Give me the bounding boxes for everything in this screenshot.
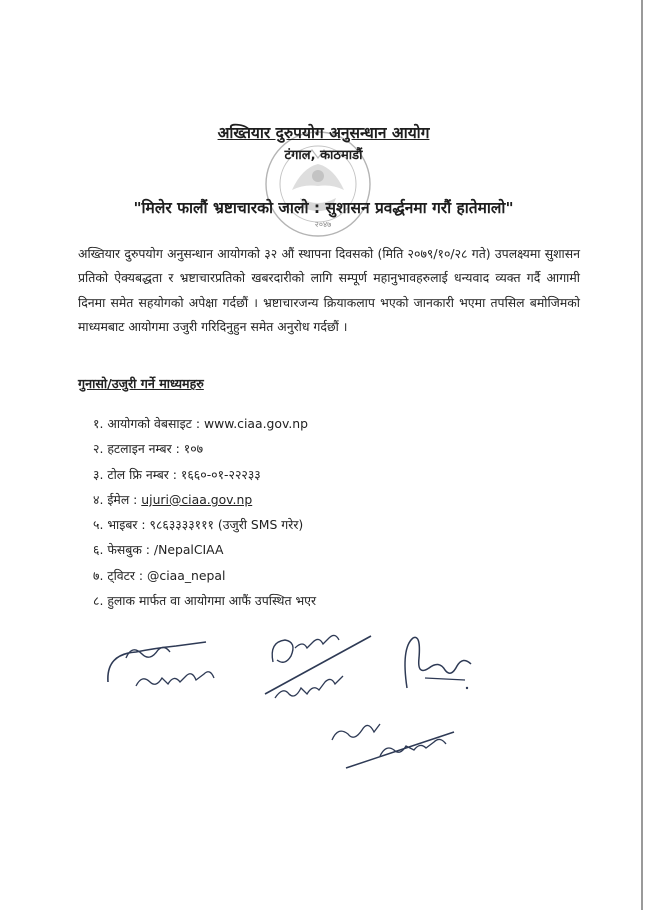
list-item-website [93, 411, 316, 436]
viber-number: ९८६३३३३१११ (उजुरी SMS गरेर) [149, 517, 304, 533]
hotline-number: १०७ [183, 441, 204, 457]
body-paragraph: अख्तियार दुरुपयोग अनुसन्धान आयोगको ३२ औं स्थापना दिवसको (मिति २०७९/१०/२८ गते) उपलक्ष्यमा सुशासन प्रतिको ऐक्यबद्धता र भ्रष्टाचारप्रतिको खबरदारीको लागि सम्पूर्ण महानुभावहरुलाई धन्यवाद व्यक्त गर्दै आगामी दिनमा समेत सहयोगको अपेक्षा गर्दछौं । भ्रष्टाचारजन्य क्रियाकलाप भएको जानकारी भएमा तपसिल बमोजिमको माध्यमबाट आयोगमा उजुरी गरिदिनुहुन समेत अनुरोध गर्दछौं । [78, 246, 580, 335]
channel-label: ३. टोल फ्रि नम्बर : [93, 466, 181, 482]
toll-free-number: १६६०-०१-२२२३३ [180, 466, 261, 482]
seal-year: २०४७ [314, 220, 332, 229]
list-item-hotline [93, 436, 316, 461]
twitter-handle[interactable]: @ciaa_nepal [147, 567, 226, 583]
signature-1 [96, 624, 246, 704]
channel-label: ६. फेसबुक : [93, 542, 154, 558]
channel-label: १. आयोगको वेबसाइट : [93, 416, 204, 431]
signature-3 [395, 628, 485, 698]
list-item-twitter [93, 563, 316, 588]
organization-address: टंगाल, काठमाडौं [284, 148, 363, 163]
section-heading: गुनासो/उजुरी गर्ने माध्यमहरु [78, 376, 204, 391]
organization-title: अख्तियार दुरुपयोग अनुसन्धान आयोग [217, 124, 430, 142]
channel-label: ७. ट्विटर : [93, 567, 148, 583]
email-link[interactable]: ujuri@ciaa.gov.np [141, 491, 253, 507]
list-item-email [93, 487, 316, 512]
list-item-viber [93, 512, 316, 537]
list-item-facebook [93, 537, 316, 562]
slogan-heading: "मिलेर फालौं भ्रष्टाचारको जालो : सुशासन प्रवर्द्धनमा गरौं हातेमालो" [133, 199, 514, 217]
facebook-handle[interactable]: /NepalCIAA [153, 542, 224, 558]
channel-label: ८. हुलाक मार्फत वा आयोगमा आफैं उपस्थित भएर [93, 593, 317, 609]
list-item-toll-free [93, 462, 316, 487]
signature-4 [322, 706, 462, 776]
complaint-channel-list [93, 411, 316, 613]
signature-2 [255, 612, 375, 712]
channel-label: ५. भाइबर : [93, 517, 150, 533]
channel-label: २. हटलाइन नम्बर : [93, 441, 184, 457]
list-item-postal [93, 588, 316, 613]
channel-label: ४. ईमेल : [93, 491, 142, 507]
website-link[interactable]: www.ciaa.gov.np [203, 416, 309, 431]
